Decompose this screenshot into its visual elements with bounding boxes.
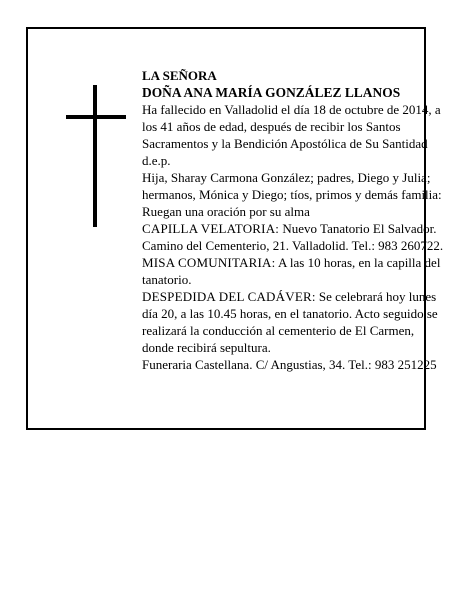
chapel-text: Nuevo Tanatorio El Salvador. Camino del Cementerio, 21. Valladolid. Tel.: 983 260722. bbox=[142, 221, 444, 253]
deceased-name: DOÑA ANA MARÍA GONZÁLEZ LLANOS bbox=[142, 85, 401, 100]
mass-label: MISA COMUNITARIA: bbox=[142, 255, 276, 270]
farewell-label: DESPEDIDA DEL CADÁVER: bbox=[142, 289, 316, 304]
cross-icon-bar bbox=[66, 115, 126, 119]
dep-text: d.e.p. bbox=[142, 153, 171, 168]
cross-icon bbox=[93, 85, 97, 227]
chapel-label: CAPILLA VELATORIA: bbox=[142, 221, 280, 236]
prayer-line: Ruegan una oración por su alma bbox=[142, 204, 310, 219]
farewell-paragraph bbox=[142, 288, 448, 356]
family-paragraph: Hija, Sharay Carmona González; padres, Diego y Julia; hermanos, Mónica y Diego; tíos, primos y demás familia: bbox=[142, 170, 442, 202]
passing-text: Ha fallecido en Valladolid el día 18 de octubre de 2014, a los 41 años de edad, después de recibir los Santos Sacramentos y la Bendición Apostólica de Su Santidad bbox=[142, 102, 441, 151]
funeral-home: Funeraria Castellana. C/ Angustias, 34. Tel.: 983 251225 bbox=[142, 357, 437, 372]
notice-text bbox=[142, 67, 448, 373]
farewell-text: Se celebrará hoy lunes día 20, a las 10.45 horas, en el tanatorio. Acto seguido se realizará la conducción al cementerio de El Carmen, donde recibirá sepultura. bbox=[142, 289, 438, 355]
honorific: LA SEÑORA bbox=[142, 68, 217, 83]
passing-paragraph bbox=[142, 101, 448, 169]
chapel-paragraph bbox=[142, 220, 448, 288]
obituary-notice bbox=[26, 27, 444, 430]
mass-text: A las 10 horas, en la capilla del tanatorio. bbox=[142, 255, 441, 287]
